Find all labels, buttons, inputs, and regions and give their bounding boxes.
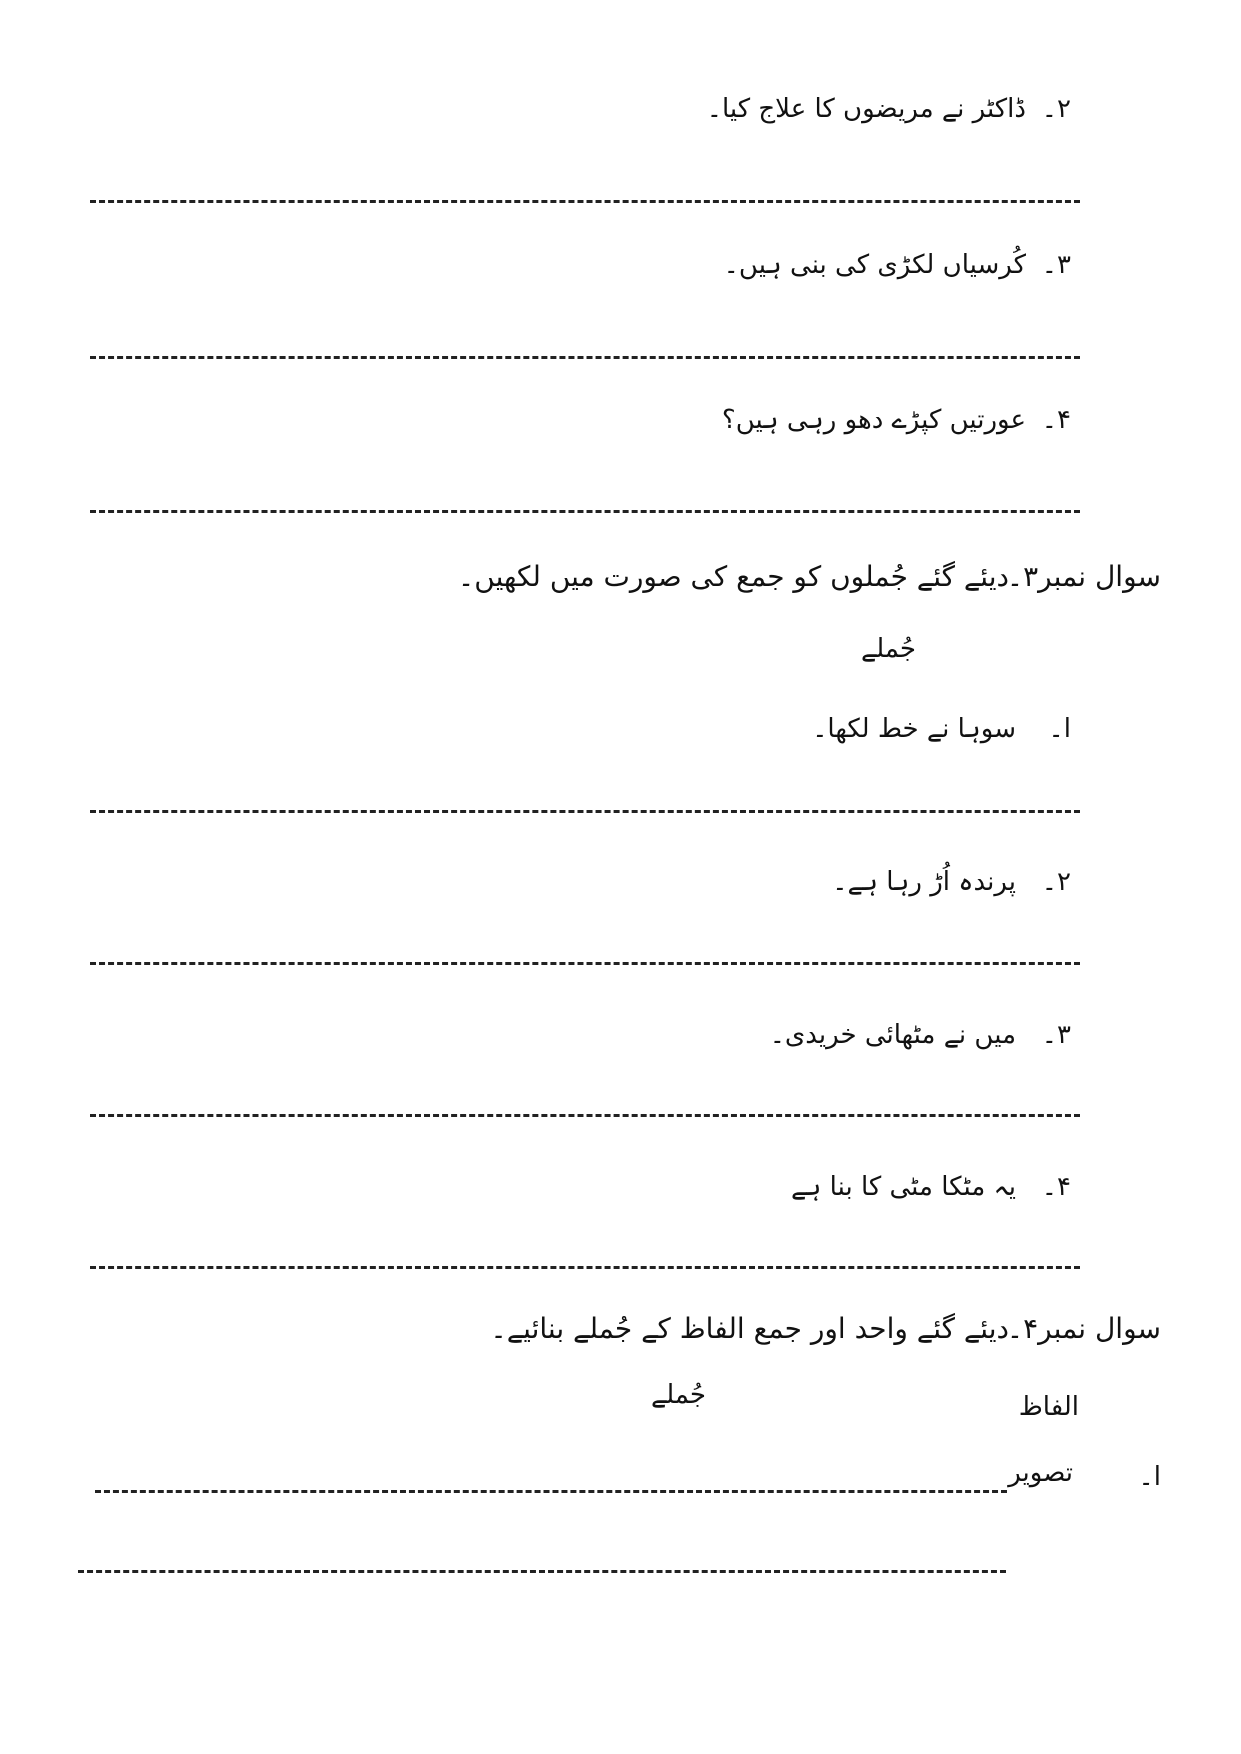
column-heading: جُملے: [861, 634, 916, 664]
answer-line[interactable]: [90, 356, 1080, 359]
item-number: ۴۔: [1041, 405, 1071, 435]
question-instruction: دیئے گئے جُملوں کو جمع کی صورت میں لکھیں۔: [457, 560, 1009, 593]
sentence-text: عورتیں کپڑے دھو رہی ہیں؟: [721, 405, 1026, 435]
item-number: ۲۔: [1041, 867, 1071, 897]
answer-line[interactable]: [95, 1490, 1007, 1493]
answer-line[interactable]: [90, 810, 1080, 813]
answer-line[interactable]: [90, 1266, 1080, 1269]
sentence-text: میں نے مٹھائی خریدی۔: [769, 1020, 1016, 1050]
sentence-text: پرندہ اُڑ رہا ہے۔: [832, 867, 1016, 897]
word-text: تصویر: [1008, 1458, 1073, 1488]
answer-line[interactable]: [90, 962, 1080, 965]
sentence-text: یہ مٹکا مٹی کا بنا ہے: [790, 1172, 1016, 1202]
item-number: ا۔: [1138, 1462, 1161, 1492]
question-instruction: دیئے گئے واحد اور جمع الفاظ کے جُملے بنائیے۔: [490, 1312, 1009, 1345]
item-number: ۲۔: [1041, 94, 1071, 124]
question-label: سوال نمبر۴۔: [1006, 1312, 1161, 1345]
item-number: ا۔: [1048, 714, 1071, 744]
item-number: ۳۔: [1041, 250, 1071, 280]
answer-line[interactable]: [78, 1570, 1006, 1573]
answer-line[interactable]: [90, 200, 1080, 203]
answer-line[interactable]: [90, 1114, 1080, 1117]
item-number: ۳۔: [1041, 1020, 1071, 1050]
sentence-text: ڈاکٹر نے مریضوں کا علاج کیا۔: [706, 94, 1026, 124]
column-heading-sentences: جُملے: [651, 1380, 706, 1410]
sentence-text: سوہا نے خط لکھا۔: [812, 714, 1016, 744]
item-number: ۴۔: [1041, 1172, 1071, 1202]
column-heading-words: الفاظ: [1018, 1392, 1079, 1422]
answer-line[interactable]: [90, 510, 1080, 513]
question-label: سوال نمبر۳۔: [1006, 560, 1161, 593]
sentence-text: کُرسیاں لکڑی کی بنی ہیں۔: [723, 250, 1026, 280]
